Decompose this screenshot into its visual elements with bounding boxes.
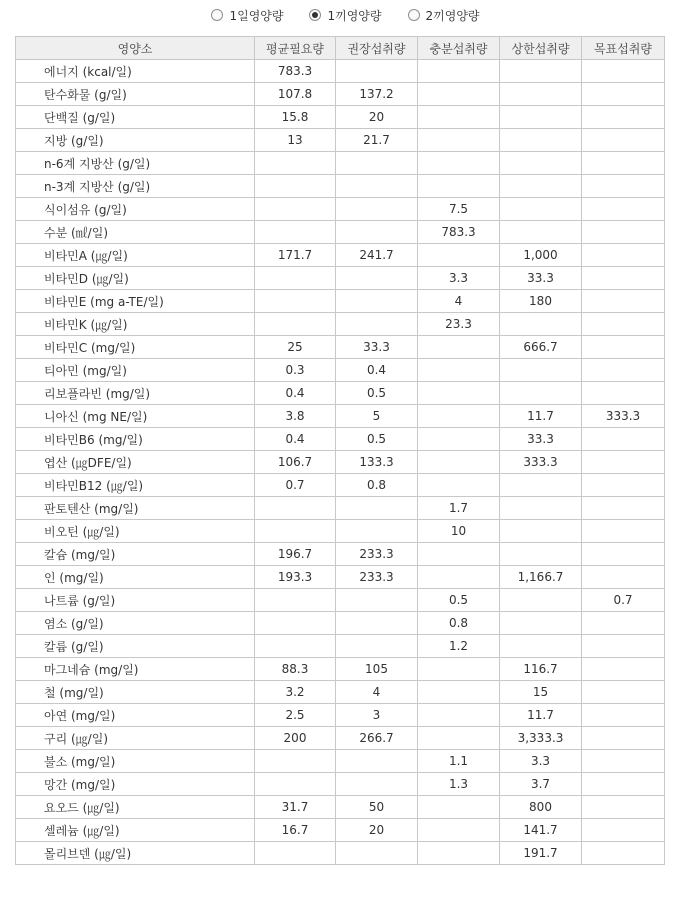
value-cell: 1.1 — [418, 750, 500, 773]
value-cell — [418, 658, 500, 681]
value-cell — [582, 497, 665, 520]
value-cell — [336, 313, 418, 336]
value-cell: 0.8 — [418, 612, 500, 635]
table-row — [16, 704, 665, 727]
value-cell: 783.3 — [255, 60, 336, 83]
table-row — [16, 83, 665, 106]
value-cell — [500, 152, 582, 175]
value-cell — [336, 175, 418, 198]
value-cell: 241.7 — [336, 244, 418, 267]
value-cell — [582, 819, 665, 842]
table-row — [16, 60, 665, 83]
value-cell — [418, 129, 500, 152]
table-row — [16, 359, 665, 382]
value-cell: 1,166.7 — [500, 566, 582, 589]
radio-option-one-meal[interactable] — [309, 7, 381, 24]
table-row — [16, 635, 665, 658]
nutrient-name-cell: 엽산 (㎍DFE/일) — [16, 451, 255, 474]
nutrient-name-cell: 지방 (g/일) — [16, 129, 255, 152]
value-cell — [582, 658, 665, 681]
value-cell — [336, 497, 418, 520]
value-cell — [582, 313, 665, 336]
nutrient-name-cell: 판토텐산 (mg/일) — [16, 497, 255, 520]
value-cell — [336, 773, 418, 796]
value-cell: 233.3 — [336, 543, 418, 566]
value-cell — [255, 175, 336, 198]
value-cell: 116.7 — [500, 658, 582, 681]
value-cell: 137.2 — [336, 83, 418, 106]
value-cell — [418, 451, 500, 474]
value-cell — [500, 382, 582, 405]
value-cell — [500, 612, 582, 635]
value-cell: 191.7 — [500, 842, 582, 865]
nutrient-name-cell: 몰리브덴 (㎍/일) — [16, 842, 255, 865]
value-cell — [582, 152, 665, 175]
radio-label: 1끼영양량 — [327, 8, 382, 23]
table-row — [16, 221, 665, 244]
value-cell — [336, 635, 418, 658]
value-cell — [418, 83, 500, 106]
value-cell: 1.2 — [418, 635, 500, 658]
value-cell — [255, 152, 336, 175]
value-cell: 106.7 — [255, 451, 336, 474]
value-cell — [255, 589, 336, 612]
value-cell — [582, 474, 665, 497]
radio-option-two-meals[interactable] — [408, 7, 480, 24]
value-cell — [500, 520, 582, 543]
value-cell — [418, 796, 500, 819]
value-cell — [500, 635, 582, 658]
value-cell: 4 — [418, 290, 500, 313]
value-cell — [500, 198, 582, 221]
table-row — [16, 842, 665, 865]
nutrient-name-cell: 리보플라빈 (mg/일) — [16, 382, 255, 405]
value-cell — [582, 290, 665, 313]
table-row — [16, 543, 665, 566]
value-cell — [500, 60, 582, 83]
radio-button-icon[interactable] — [211, 9, 223, 21]
nutrient-name-cell: 인 (mg/일) — [16, 566, 255, 589]
radio-button-icon[interactable] — [309, 9, 321, 21]
value-cell — [582, 566, 665, 589]
value-cell: 141.7 — [500, 819, 582, 842]
value-cell: 3.3 — [500, 750, 582, 773]
value-cell: 20 — [336, 819, 418, 842]
value-cell — [582, 543, 665, 566]
value-cell: 31.7 — [255, 796, 336, 819]
value-cell — [582, 198, 665, 221]
value-cell — [582, 520, 665, 543]
value-cell — [418, 681, 500, 704]
table-row — [16, 152, 665, 175]
value-cell — [255, 290, 336, 313]
table-row — [16, 819, 665, 842]
nutrient-intake-table — [15, 36, 665, 865]
table-row — [16, 474, 665, 497]
nutrient-name-cell: 단백질 (g/일) — [16, 106, 255, 129]
value-cell — [582, 750, 665, 773]
header-rni: 권장섭취량 — [336, 37, 418, 60]
value-cell — [255, 221, 336, 244]
table-row — [16, 336, 665, 359]
table-row — [16, 313, 665, 336]
value-cell — [418, 152, 500, 175]
value-cell — [418, 543, 500, 566]
value-cell: 7.5 — [418, 198, 500, 221]
value-cell — [255, 497, 336, 520]
value-cell — [582, 428, 665, 451]
radio-button-icon[interactable] — [408, 9, 420, 21]
value-cell — [418, 842, 500, 865]
value-cell — [582, 267, 665, 290]
header-nutrient: 영양소 — [16, 37, 255, 60]
value-cell — [582, 842, 665, 865]
value-cell: 333.3 — [582, 405, 665, 428]
nutrient-name-cell: 구리 (㎍/일) — [16, 727, 255, 750]
value-cell — [500, 474, 582, 497]
value-cell — [500, 83, 582, 106]
value-cell: 105 — [336, 658, 418, 681]
nutrient-name-cell: 셀레늄 (㎍/일) — [16, 819, 255, 842]
nutrient-name-cell: 식이섬유 (g/일) — [16, 198, 255, 221]
value-cell: 20 — [336, 106, 418, 129]
nutrient-name-cell: 비오틴 (㎍/일) — [16, 520, 255, 543]
value-cell — [418, 60, 500, 83]
table-row — [16, 267, 665, 290]
table-row — [16, 497, 665, 520]
table-row — [16, 612, 665, 635]
value-cell: 33.3 — [336, 336, 418, 359]
nutrient-name-cell: 비타민B6 (mg/일) — [16, 428, 255, 451]
value-cell: 3.2 — [255, 681, 336, 704]
value-cell: 15.8 — [255, 106, 336, 129]
value-cell — [336, 589, 418, 612]
value-cell — [500, 359, 582, 382]
value-cell: 333.3 — [500, 451, 582, 474]
value-cell — [255, 750, 336, 773]
value-cell: 107.8 — [255, 83, 336, 106]
value-cell — [582, 83, 665, 106]
value-cell: 88.3 — [255, 658, 336, 681]
value-cell: 0.7 — [582, 589, 665, 612]
value-cell — [418, 474, 500, 497]
value-cell: 800 — [500, 796, 582, 819]
nutrient-name-cell: 칼슘 (mg/일) — [16, 543, 255, 566]
value-cell — [255, 612, 336, 635]
value-cell — [582, 382, 665, 405]
value-cell — [500, 129, 582, 152]
header-ul: 상한섭취량 — [500, 37, 582, 60]
header-ear: 평균필요량 — [255, 37, 336, 60]
value-cell — [336, 290, 418, 313]
value-cell — [255, 198, 336, 221]
value-cell: 1.3 — [418, 773, 500, 796]
value-cell: 233.3 — [336, 566, 418, 589]
value-cell — [582, 704, 665, 727]
value-cell — [582, 796, 665, 819]
value-cell — [336, 612, 418, 635]
value-cell: 3.8 — [255, 405, 336, 428]
value-cell: 11.7 — [500, 704, 582, 727]
table-row — [16, 796, 665, 819]
table-row — [16, 566, 665, 589]
value-cell: 0.7 — [255, 474, 336, 497]
value-cell — [500, 313, 582, 336]
value-cell: 16.7 — [255, 819, 336, 842]
value-cell: 33.3 — [500, 267, 582, 290]
value-cell — [582, 336, 665, 359]
value-cell — [582, 175, 665, 198]
value-cell: 0.5 — [336, 428, 418, 451]
value-cell: 0.4 — [255, 382, 336, 405]
table-row — [16, 451, 665, 474]
value-cell: 21.7 — [336, 129, 418, 152]
value-cell — [418, 244, 500, 267]
value-cell: 3.3 — [418, 267, 500, 290]
nutrient-name-cell: 나트륨 (g/일) — [16, 589, 255, 612]
value-cell: 23.3 — [418, 313, 500, 336]
value-cell: 193.3 — [255, 566, 336, 589]
value-cell — [336, 152, 418, 175]
value-cell — [255, 267, 336, 290]
radio-option-daily[interactable] — [211, 7, 283, 24]
value-cell: 25 — [255, 336, 336, 359]
meal-amount-radio-group — [0, 6, 691, 24]
value-cell — [418, 382, 500, 405]
table-row — [16, 405, 665, 428]
table-row — [16, 175, 665, 198]
value-cell: 133.3 — [336, 451, 418, 474]
value-cell — [418, 428, 500, 451]
table-row — [16, 658, 665, 681]
value-cell — [500, 589, 582, 612]
value-cell — [582, 451, 665, 474]
value-cell: 171.7 — [255, 244, 336, 267]
nutrient-name-cell: 비타민C (mg/일) — [16, 336, 255, 359]
value-cell — [336, 267, 418, 290]
value-cell — [582, 106, 665, 129]
nutrient-name-cell: 칼륨 (g/일) — [16, 635, 255, 658]
value-cell: 3 — [336, 704, 418, 727]
nutrient-name-cell: 망간 (mg/일) — [16, 773, 255, 796]
value-cell: 196.7 — [255, 543, 336, 566]
value-cell — [255, 313, 336, 336]
value-cell — [500, 221, 582, 244]
nutrient-name-cell: n-3계 지방산 (g/일) — [16, 175, 255, 198]
value-cell — [418, 727, 500, 750]
value-cell — [582, 221, 665, 244]
value-cell — [418, 336, 500, 359]
value-cell — [255, 842, 336, 865]
value-cell: 0.3 — [255, 359, 336, 382]
value-cell — [336, 221, 418, 244]
value-cell: 2.5 — [255, 704, 336, 727]
value-cell — [582, 244, 665, 267]
value-cell: 3,333.3 — [500, 727, 582, 750]
value-cell — [418, 566, 500, 589]
nutrient-name-cell: n-6계 지방산 (g/일) — [16, 152, 255, 175]
value-cell: 0.4 — [336, 359, 418, 382]
value-cell — [582, 612, 665, 635]
table-row — [16, 129, 665, 152]
table-row — [16, 727, 665, 750]
value-cell — [500, 175, 582, 198]
value-cell: 0.4 — [255, 428, 336, 451]
nutrient-name-cell: 비타민A (㎍/일) — [16, 244, 255, 267]
value-cell — [336, 198, 418, 221]
nutrient-name-cell: 마그네슘 (mg/일) — [16, 658, 255, 681]
value-cell — [582, 359, 665, 382]
value-cell — [500, 106, 582, 129]
nutrient-name-cell: 철 (mg/일) — [16, 681, 255, 704]
nutrient-name-cell: 비타민K (㎍/일) — [16, 313, 255, 336]
value-cell: 1.7 — [418, 497, 500, 520]
radio-label: 1일영양량 — [229, 8, 284, 23]
header-ai: 충분섭취량 — [418, 37, 500, 60]
table-row — [16, 773, 665, 796]
table-row — [16, 198, 665, 221]
table-row — [16, 520, 665, 543]
value-cell: 1,000 — [500, 244, 582, 267]
value-cell: 180 — [500, 290, 582, 313]
value-cell — [582, 773, 665, 796]
value-cell: 15 — [500, 681, 582, 704]
nutrient-name-cell: 염소 (g/일) — [16, 612, 255, 635]
table-row — [16, 750, 665, 773]
table-row — [16, 428, 665, 451]
value-cell: 3.7 — [500, 773, 582, 796]
value-cell: 33.3 — [500, 428, 582, 451]
value-cell: 0.8 — [336, 474, 418, 497]
value-cell — [336, 60, 418, 83]
value-cell: 0.5 — [336, 382, 418, 405]
value-cell — [418, 819, 500, 842]
header-target: 목표섭취량 — [582, 37, 665, 60]
nutrient-name-cell: 불소 (mg/일) — [16, 750, 255, 773]
nutrient-name-cell: 아연 (mg/일) — [16, 704, 255, 727]
value-cell: 0.5 — [418, 589, 500, 612]
table-row — [16, 290, 665, 313]
nutrient-name-cell: 니아신 (mg NE/일) — [16, 405, 255, 428]
table-row — [16, 589, 665, 612]
value-cell — [336, 520, 418, 543]
table-row — [16, 244, 665, 267]
nutrient-name-cell: 비타민E (mg a-TE/일) — [16, 290, 255, 313]
value-cell — [255, 773, 336, 796]
nutrient-name-cell: 탄수화물 (g/일) — [16, 83, 255, 106]
value-cell: 11.7 — [500, 405, 582, 428]
nutrient-name-cell: 비타민B12 (㎍/일) — [16, 474, 255, 497]
table-row — [16, 382, 665, 405]
value-cell — [255, 520, 336, 543]
value-cell — [418, 359, 500, 382]
table-header-row — [16, 37, 665, 60]
value-cell — [582, 681, 665, 704]
value-cell — [582, 635, 665, 658]
value-cell: 666.7 — [500, 336, 582, 359]
value-cell — [418, 704, 500, 727]
value-cell: 50 — [336, 796, 418, 819]
value-cell — [500, 497, 582, 520]
value-cell — [418, 175, 500, 198]
value-cell: 13 — [255, 129, 336, 152]
value-cell: 4 — [336, 681, 418, 704]
value-cell — [582, 60, 665, 83]
value-cell — [336, 842, 418, 865]
value-cell: 783.3 — [418, 221, 500, 244]
value-cell: 5 — [336, 405, 418, 428]
nutrient-name-cell: 요오드 (㎍/일) — [16, 796, 255, 819]
nutrient-name-cell: 수분 (㎖/일) — [16, 221, 255, 244]
value-cell — [500, 543, 582, 566]
value-cell — [255, 635, 336, 658]
value-cell: 10 — [418, 520, 500, 543]
table-row — [16, 106, 665, 129]
value-cell: 200 — [255, 727, 336, 750]
radio-label: 2끼영양량 — [425, 8, 480, 23]
nutrient-name-cell: 비타민D (㎍/일) — [16, 267, 255, 290]
value-cell — [582, 727, 665, 750]
nutrient-name-cell: 에너지 (kcal/일) — [16, 60, 255, 83]
table-row — [16, 681, 665, 704]
value-cell: 266.7 — [336, 727, 418, 750]
value-cell — [418, 405, 500, 428]
value-cell — [418, 106, 500, 129]
value-cell — [336, 750, 418, 773]
value-cell — [582, 129, 665, 152]
nutrient-name-cell: 티아민 (mg/일) — [16, 359, 255, 382]
